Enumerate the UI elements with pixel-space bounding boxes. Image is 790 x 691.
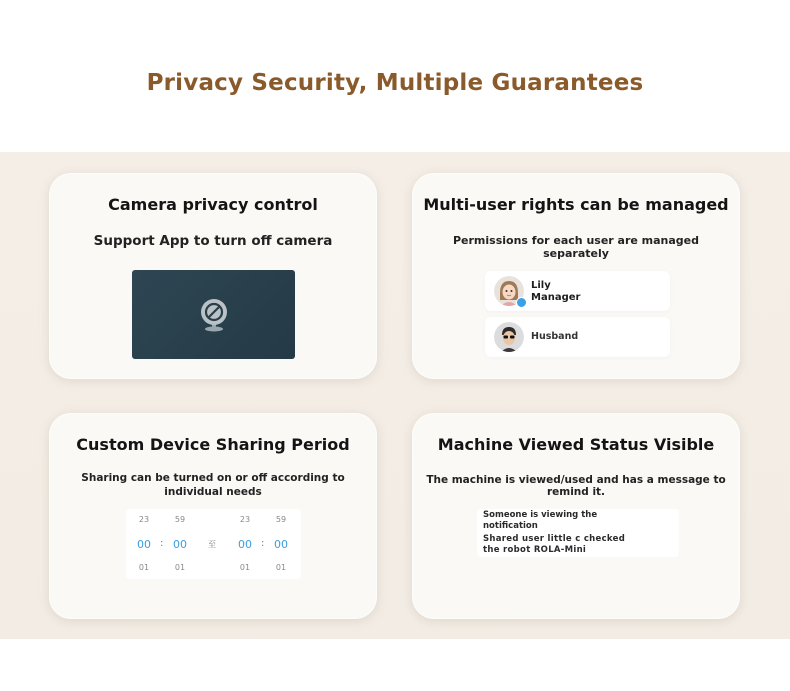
card-title: Machine Viewed Status Visible: [437, 435, 715, 454]
camera-off-panel: [132, 270, 295, 359]
time-range-picker[interactable]: [126, 509, 301, 579]
range-separator: 至: [208, 540, 216, 549]
page-title: Privacy Security, Multiple Guarantees: [146, 70, 644, 96]
end-hour[interactable]: 00: [238, 538, 252, 551]
card-subtitle: Permissions for each user are managed separately: [452, 234, 700, 260]
card-title: Multi-user rights can be managed: [423, 195, 729, 214]
start-minute-next: 01: [174, 563, 186, 572]
user-role: Manager: [531, 292, 581, 303]
multi-user-card: [412, 173, 740, 379]
end-minute-next: 01: [275, 563, 287, 572]
card-subtitle: Support App to turn off camera: [93, 233, 333, 249]
time-separator: :: [160, 538, 164, 549]
card-title: Custom Device Sharing Period: [76, 435, 350, 454]
card-title: Camera privacy control: [108, 195, 318, 214]
start-hour-prev: 23: [138, 515, 150, 524]
card-subtitle: Sharing can be turned on or off according to individual needs: [81, 472, 345, 498]
user-name: Lily: [531, 280, 551, 291]
sharing-period-card: [49, 413, 377, 619]
camera-off-icon: [200, 298, 228, 332]
user-name: Husband: [531, 331, 579, 342]
end-minute-prev: 59: [275, 515, 287, 524]
card-subtitle: The machine is viewed/used and has a message to remind it.: [426, 474, 726, 498]
start-minute-prev: 59: [174, 515, 186, 524]
notification-title: Someone is viewing the notification: [483, 510, 598, 531]
start-hour-next: 01: [138, 563, 150, 572]
user-row-husband[interactable]: [485, 317, 670, 357]
camera-privacy-card: [49, 173, 377, 379]
start-hour[interactable]: 00: [137, 538, 151, 551]
viewing-notification[interactable]: [477, 509, 679, 557]
time-separator: :: [261, 538, 265, 549]
avatar-male: [494, 322, 524, 352]
end-minute[interactable]: 00: [274, 538, 288, 551]
notification-body: Shared user little c checked the robot ROLA-Mini: [483, 534, 626, 555]
user-row-lily[interactable]: [485, 271, 670, 311]
end-hour-next: 01: [239, 563, 251, 572]
viewed-status-card: [412, 413, 740, 619]
start-minute[interactable]: 00: [173, 538, 187, 551]
admin-badge-icon: [516, 297, 527, 308]
end-hour-prev: 23: [239, 515, 251, 524]
